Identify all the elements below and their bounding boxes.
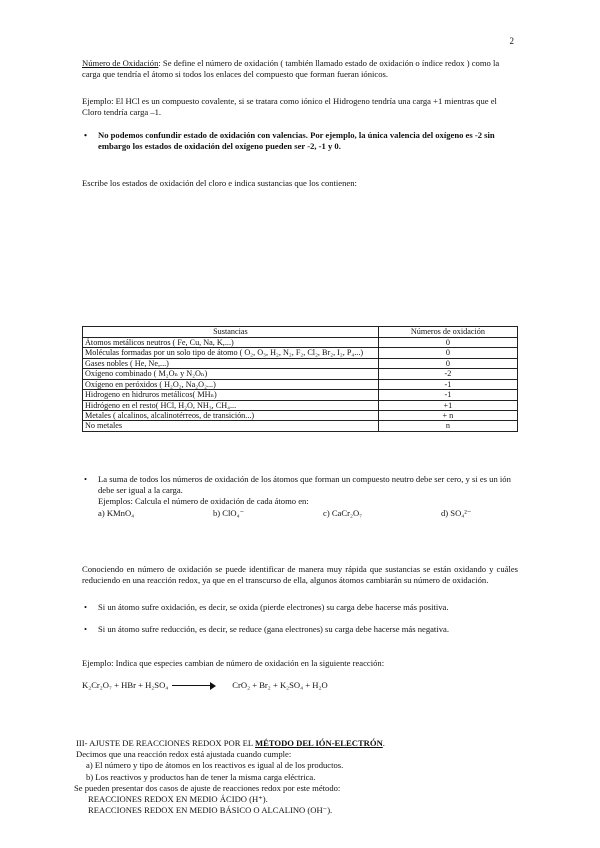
case-acid: REACCIONES REDOX EN MEDIO ÁCIDO (H⁺). [88,793,268,804]
chlorine-prompt: Escribe los estados de oxidación del cloro e indica sustancias que los contienen: [82,178,357,188]
bullet-sum [84,474,518,519]
section-3 [76,738,526,816]
condition-a: a) El número y tipo de átomos en los reactivos es igual al de los productos. [86,760,344,771]
oxidation-table [82,326,518,432]
definition-paragraph [82,58,518,80]
table-header-substances: Sustancias [83,327,379,338]
bullet-sum-text: La suma de todos los números de oxidación de los átomos que forman un compuesto neutro debe ser cero, y si es un ión debe ser igual a la carga. [98,474,511,496]
reaction-reactants: K₂Cr₂O₇ + HBr + H₂SO₄ [82,680,169,690]
table-cell-substance: Metales ( alcalinos, alcalinotérreos, de transición...) [83,410,379,420]
section-3-intro: Decimos que una reacción redox está ajustada cuando cumple: [76,749,292,760]
bullet-reduction-text: Si un átomo sufre reducción, es decir, se reduce (gana electrones) su carga debe hacerse más negativa. [98,624,449,634]
bullet-valencias [84,130,518,152]
section-3-title-suffix: . [382,738,385,748]
bullet-oxidation-text: Si un átomo sufre oxidación, es decir, se oxida (pierde electrones) su carga debe hacerse más positiva. [98,602,449,612]
table-row [83,390,518,400]
table-row [83,400,518,410]
table-row [83,369,518,379]
table-cell-substance: No metales [83,421,379,431]
table-row [83,421,518,431]
table-cell-value: -1 [378,390,517,400]
condition-b: b) Los reactivos y productos han de tener la misma carga eléctrica. [86,771,316,782]
reaction-equation [82,680,518,691]
bullet-dot: • [84,130,88,140]
case-basic: REACCIONES REDOX EN MEDIO BÁSICO O ALCALINO (OH⁻). [88,805,333,816]
bullet-dot: • [84,602,88,612]
cases-intro: Se pueden presentar dos casos de ajuste de reacciones redox por este método: [74,782,341,793]
bullet-dot: • [84,624,88,634]
table-row [83,410,518,420]
table-cell-value: + n [378,410,517,420]
examples-label: Ejemplos: Calcula el número de oxidación de cada átomo en: [98,496,309,507]
table-row [83,348,518,358]
table-cell-value: -1 [378,379,517,389]
table-row [83,379,518,389]
bullet-dot: • [84,474,88,484]
definition-term: Número de Oxidación [82,58,159,68]
table-cell-substance: Hidrogeno en hidruros metálicos( MHₙ) [83,390,379,400]
table-row [83,338,518,348]
knowing-paragraph: Conociendo en número de oxidación se puede identificar de manera muy rápida que sustancias se están oxidando y cuáles reduciendo en una reacción redox, ya que en el transcurso de ella, algunos átomos cambiarán su número de oxidación. [82,564,518,586]
example-item-c: c) CaCr₂O₇ [323,507,363,518]
table-cell-value: 0 [378,348,517,358]
page-number: 2 [509,36,514,46]
table-cell-value: -2 [378,369,517,379]
table-cell-substance: Gases nobles ( He, Ne,...) [83,358,379,368]
example-hcl: Ejemplo: El HCl es un compuesto covalente, si se tratara como iónico el Hidrogeno tendría una carga +1 mientras que el Cloro tendría carga –1. [82,96,497,118]
example-item-b: b) ClO₄⁻ [213,507,245,518]
table-cell-value: n [378,421,517,431]
table-cell-substance: Oxígeno en peróxidos ( H₂O₂, Na₂O₂...) [83,379,379,389]
bullet-oxidation [84,602,518,613]
table-cell-value: 0 [378,338,517,348]
definition-text: : Se define el número de oxidación ( también llamado estado de oxidación o índice redox ) como la carga que tendría el átomo si todos los enlaces del compuesto que forman fueran iónicos. [82,58,500,80]
table-cell-substance: Átomos metálicos neutros ( Fe, Cu, Na, K,...) [83,338,379,348]
examples-row [98,508,518,519]
section-3-title-method: MÉTODO DEL IÓN-ELECTRÓN [254,738,383,748]
table-header-row [83,327,518,338]
section-3-title [76,738,526,749]
example-item-a: a) KMnO₄ [98,507,135,518]
table-cell-substance: Oxígeno combinado ( M₂Oₙ y N₂Oₙ) [83,369,379,379]
table-cell-value: +1 [378,400,517,410]
reaction-arrow-icon [172,685,214,687]
example-reaction-prompt: Ejemplo: Indica que especies cambian de número de oxidación en la siguiente reacción: [82,658,385,668]
section-3-title-prefix: III- AJUSTE DE REACCIONES REDOX POR EL [76,738,255,748]
bullet-valencias-text: No podemos confundir estado de oxidación con valencias. Por ejemplo, la única valencia del oxígeno es -2 sin embargo los estados de oxidación del oxígeno pueden ser -2, -1 y 0. [98,130,495,152]
table-cell-substance: Hidrógeno en el resto( HCl, H₂O, NH₃, CH₄... [83,400,379,410]
table-row [83,358,518,368]
bullet-reduction [84,624,518,635]
table-header-numbers: Números de oxidación [378,327,517,338]
example-item-d: d) SO₄²⁻ [441,507,472,518]
reaction-products: CrO₂ + Br₂ + K₂SO₄ + H₂O [232,680,328,690]
table-cell-substance: Moléculas formadas por un solo tipo de átomo ( O₂, O₃, H₂, N₂, F₂, Cl₂, Br₂, I₂, P₄...) [83,348,379,358]
table-cell-value: 0 [378,358,517,368]
